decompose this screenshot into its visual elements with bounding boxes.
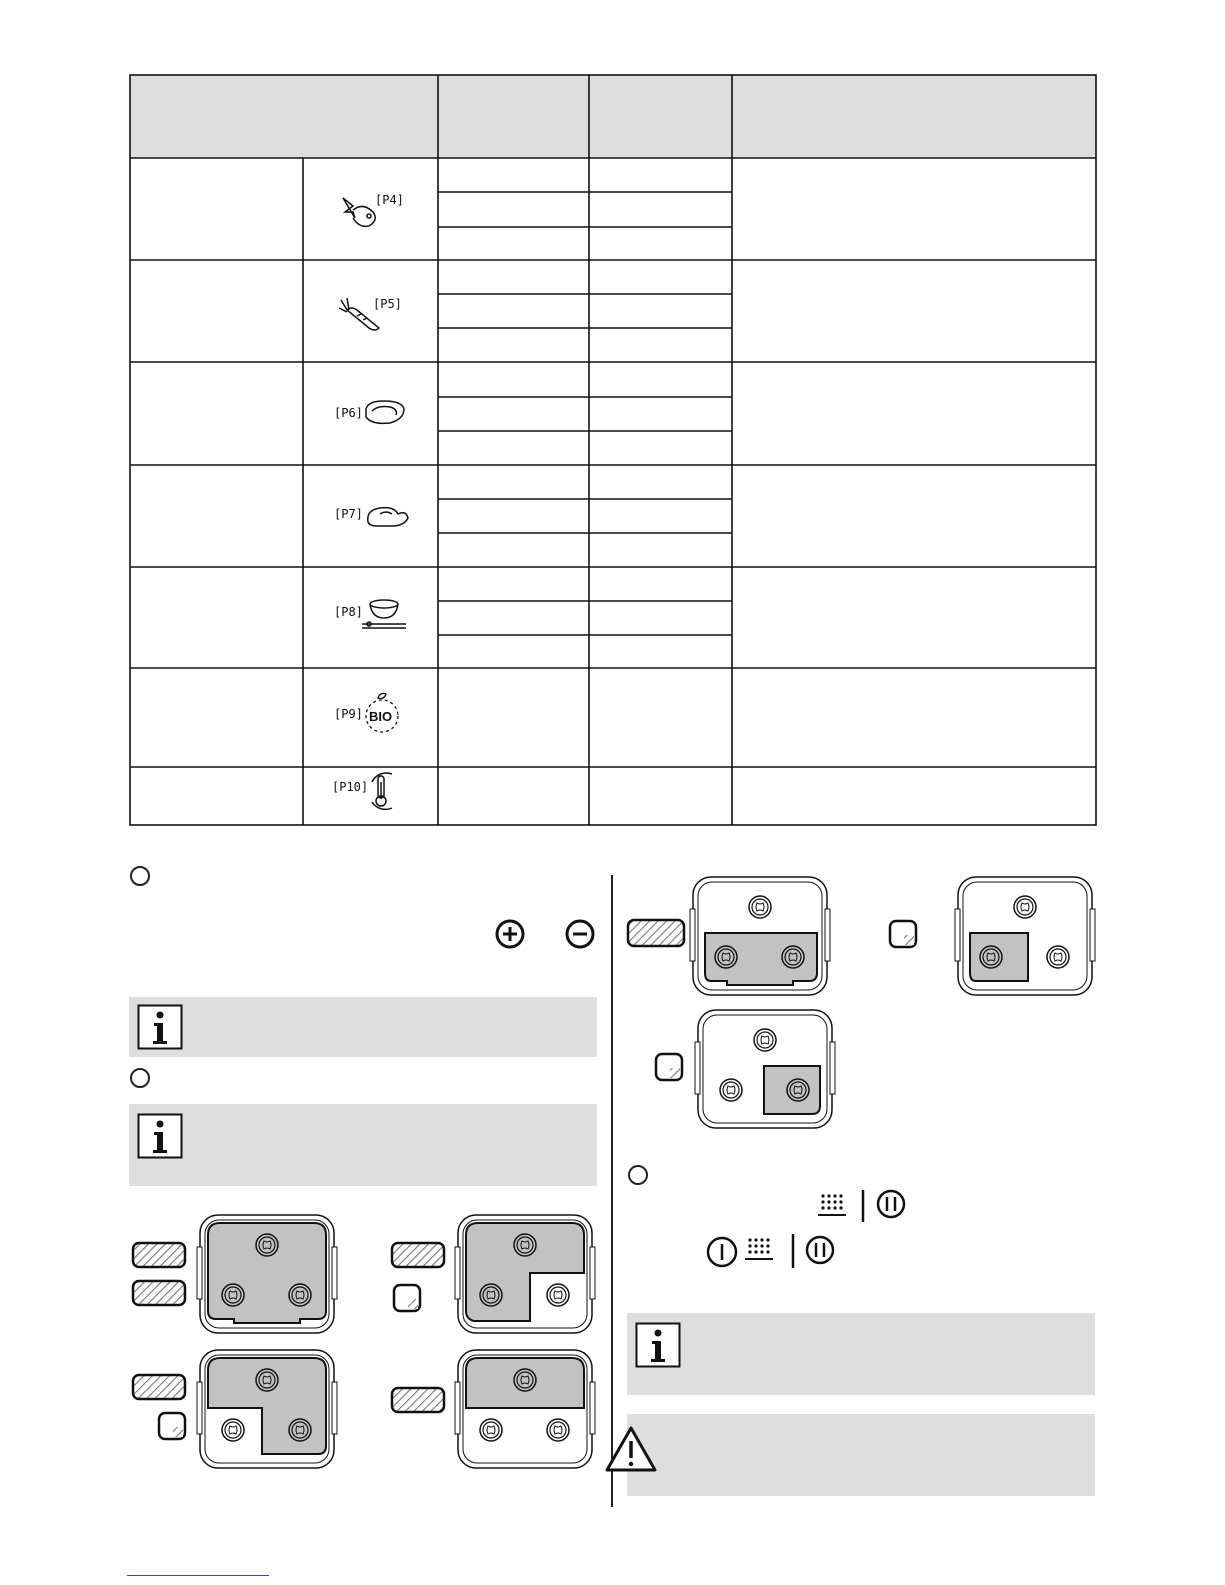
program-code: [P6] (334, 406, 363, 420)
zone-selector-button[interactable] (392, 1388, 444, 1412)
footer-link-underline (127, 1575, 269, 1576)
hob-bottom-zone (690, 877, 830, 995)
info-icon (635, 1322, 683, 1370)
hob-top-zone (455, 1350, 595, 1468)
pause-icon (807, 1237, 833, 1263)
pause-icon (878, 1191, 904, 1217)
power-icon (708, 1238, 736, 1266)
program-code: [P4] (375, 193, 404, 207)
zone-selector-button[interactable] (628, 920, 684, 946)
hob-partial-zone (455, 1215, 595, 1333)
zone-selector-button[interactable] (133, 1375, 185, 1399)
warning-icon (603, 1424, 659, 1474)
power-level-icon (745, 1238, 773, 1260)
zone-selector-button[interactable] (392, 1243, 444, 1267)
hob-bottom-right-zone (695, 1010, 835, 1128)
zone-selector-button[interactable] (890, 921, 916, 947)
program-code: [P7] (334, 507, 363, 521)
info-box (627, 1313, 1095, 1395)
boost-pause-symbols (815, 1188, 911, 1230)
step-number-circle (628, 1165, 648, 1185)
bio-label: BIO (369, 709, 393, 724)
column-divider (611, 875, 613, 1507)
hob-partial-zone (197, 1350, 337, 1468)
zone-selector-button[interactable] (394, 1285, 420, 1311)
zone-selector-button[interactable] (159, 1413, 185, 1439)
warning-box (627, 1414, 1095, 1496)
program-code: [P10] (332, 780, 369, 794)
hob-bottom-left-zone (955, 877, 1095, 995)
zone-selector-button[interactable] (656, 1054, 682, 1080)
onoff-boost-pause-symbols (702, 1232, 842, 1274)
program-code: [P9] (334, 707, 363, 721)
hob-full-zone (197, 1215, 337, 1333)
power-level-icon (818, 1194, 846, 1216)
program-code: [P5] (373, 297, 402, 311)
program-code: [P8] (334, 605, 363, 619)
zone-selector-buttons (133, 1243, 185, 1305)
